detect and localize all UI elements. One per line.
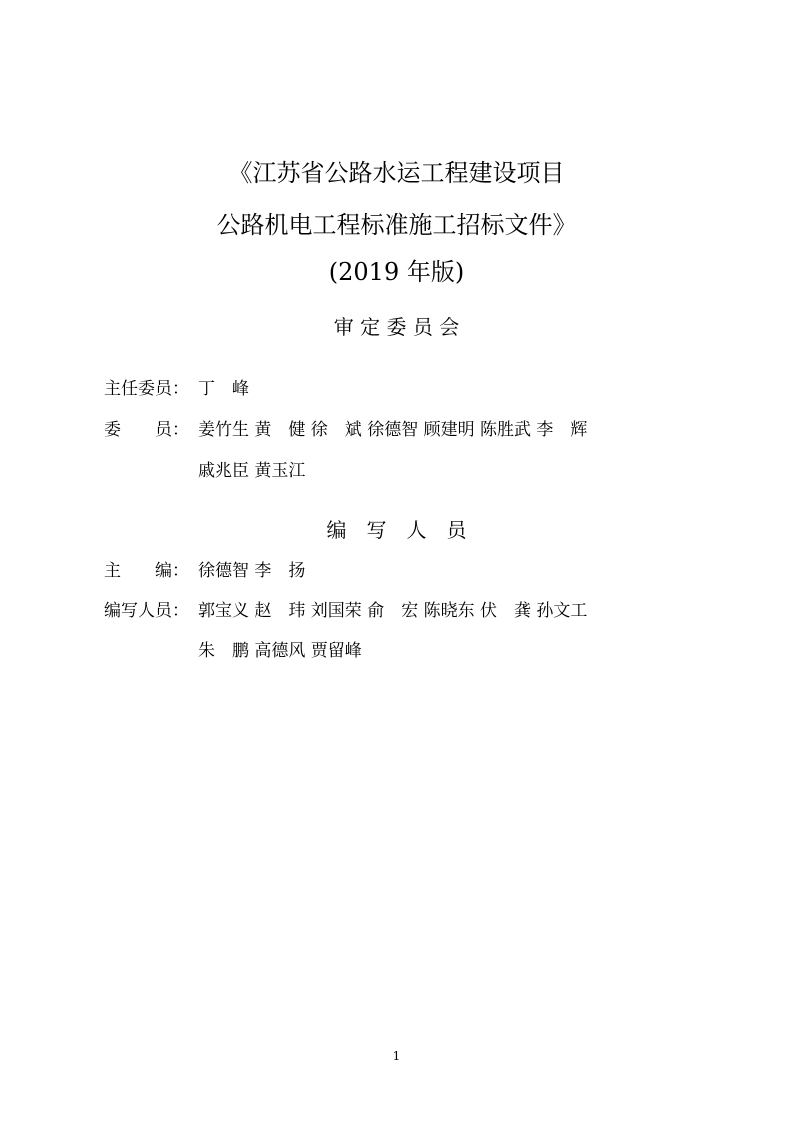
page-number: 1 [392,1049,401,1063]
review-committee-heading: 审 定 委 员 会 [333,315,460,339]
members-label: 委 员： [104,420,189,440]
chief-editor-names: 徐德智 李 扬 [198,561,306,581]
title-line-1: 《江苏省公路水运工程建设项目 [228,159,565,187]
members-names-line-2: 戚兆臣 黄玉江 [198,461,306,481]
members-names-line-1: 姜竹生 黄 健 徐 斌 徐德智 顾建明 陈胜武 李 辉 [198,420,588,440]
director-label: 主任委员： [104,379,189,399]
writers-label: 编写人员： [104,601,189,621]
writers-heading: 编 写 人 员 [326,518,467,542]
title-edition: (2019 年版) [328,258,465,286]
writers-names-line-2: 朱 鹏 高德风 贾留峰 [198,641,362,661]
director-names: 丁 峰 [198,379,249,399]
writers-names-line-1: 郭宝义 赵 玮 刘国荣 俞 宏 陈晓东 伏 龚 孙文工 [198,601,588,621]
title-line-2: 公路机电工程标准施工招标文件》 [216,211,577,239]
chief-editor-label: 主 编： [104,561,189,581]
